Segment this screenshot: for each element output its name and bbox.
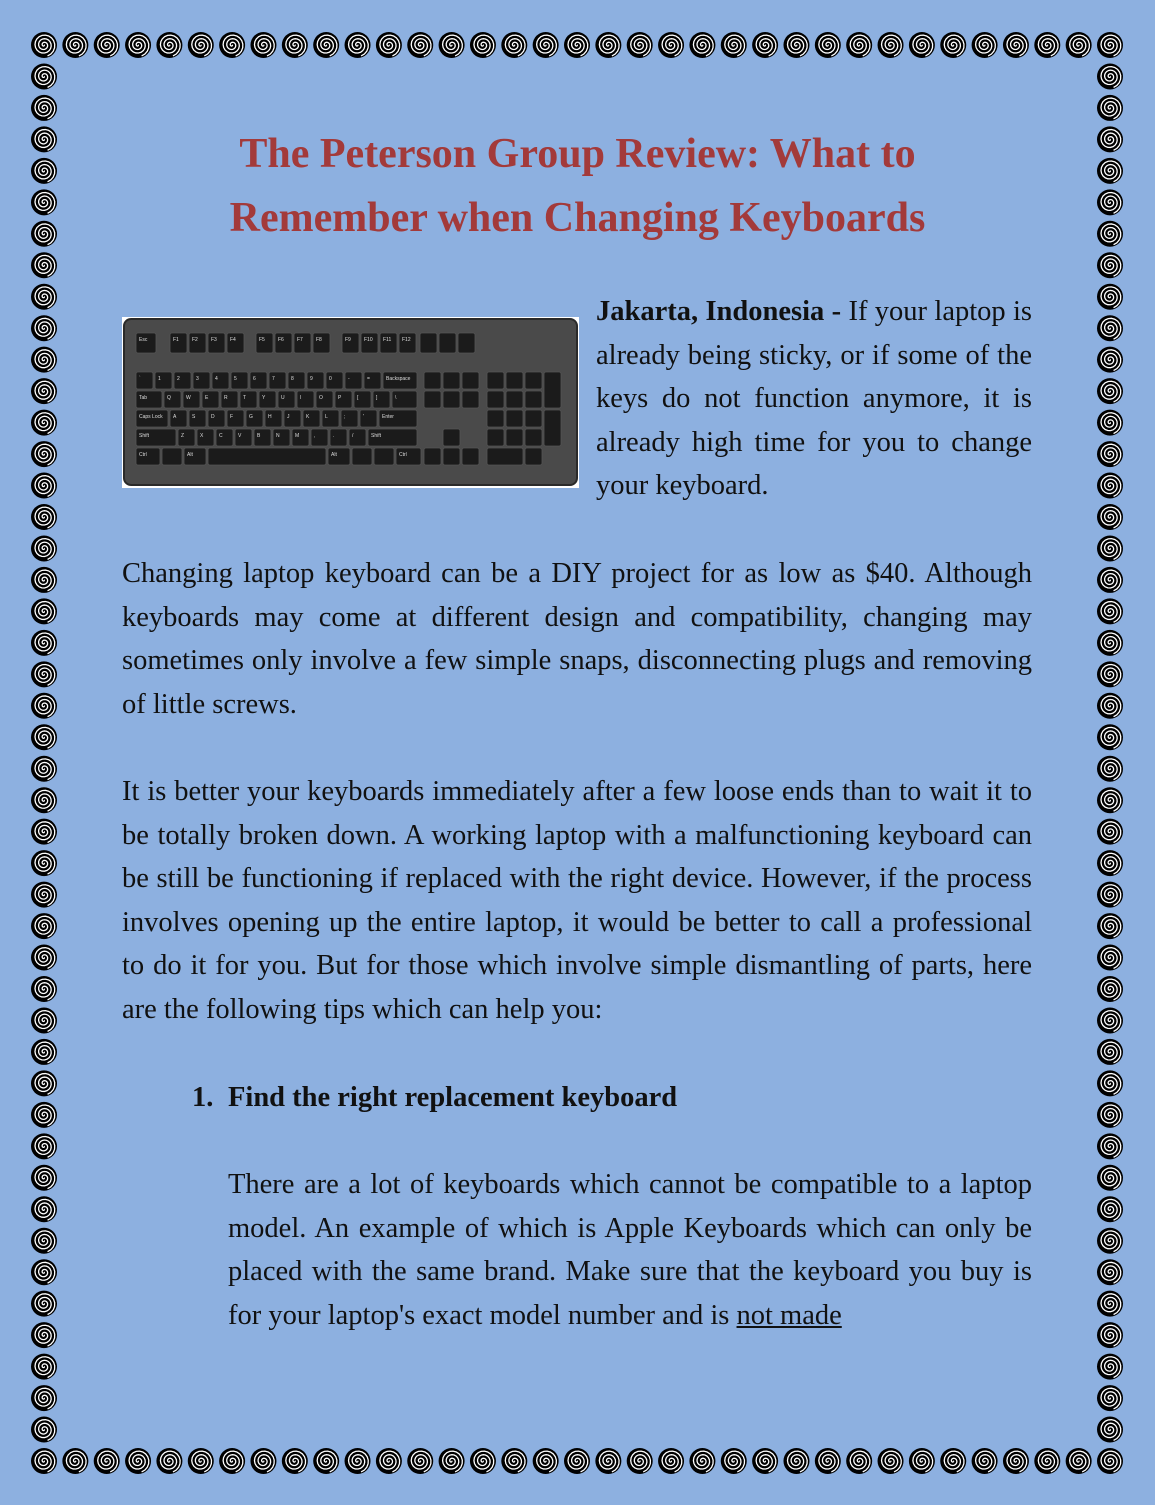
keyboard-key-label: K [306, 414, 310, 420]
paragraph-3-text: There are a lot of keyboards which cannot be compatible to a laptop model. An example of which is Apple Keyboards which can only be placed with the same brand. Make sure that the keyboard you buy is for your laptop's exact model number and is [228, 1169, 1032, 1331]
keyboard-key-label: U [281, 395, 285, 401]
keyboard-key [374, 448, 394, 465]
keyboard-key-label: 9 [310, 376, 313, 382]
keyboard-key [439, 333, 456, 353]
intro-paragraph [596, 290, 1032, 508]
keyboard-key-label: F5 [259, 337, 265, 343]
keyboard-key-label: [ [357, 395, 359, 401]
keyboard-key-label: \ [395, 395, 397, 401]
keyboard-key [313, 333, 330, 353]
keyboard-key-label: 7 [272, 376, 275, 382]
keyboard-key-label: = [367, 376, 370, 382]
paragraph-1: Changing laptop keyboard can be a DIY project for as low as $40. Although keyboards may come at different design and compatibility, changing may sometimes only involve a few simple snaps, disconnecting plugs and removing of little screws. [122, 558, 1032, 720]
keyboard-key-label: P [338, 395, 342, 401]
keyboard-key [487, 429, 504, 446]
paragraph-3-underlined: not made [736, 1299, 842, 1331]
keyboard-key-label: ' [363, 414, 364, 420]
list-heading-text: Find the right replacement keyboard [228, 1082, 678, 1113]
keyboard-key [443, 429, 460, 446]
keyboard-key [399, 333, 416, 353]
keyboard-key [462, 372, 479, 389]
keyboard-key [208, 333, 225, 353]
keyboard-key-label: 2 [177, 376, 180, 382]
keyboard-key [208, 448, 326, 465]
keyboard-key-label: - [348, 376, 350, 382]
keyboard-key-label: C [219, 433, 223, 439]
keyboard-key-label: F8 [316, 337, 322, 343]
keyboard-key [189, 333, 206, 353]
list-number: 1. [192, 1082, 214, 1113]
keyboard-key-label: 0 [329, 376, 332, 382]
keyboard-key-label: H [268, 414, 272, 420]
keyboard-key-label: R [224, 395, 228, 401]
keyboard-key [443, 391, 460, 408]
keyboard-key [162, 448, 182, 465]
keyboard-key-label: 3 [196, 376, 199, 382]
list-heading-1 [192, 1076, 677, 1120]
keyboard-key-label: Q [167, 395, 171, 401]
keyboard-key [380, 333, 397, 353]
keyboard-key [544, 372, 561, 408]
keyboard-key-label: W [186, 395, 191, 401]
keyboard-key [420, 333, 437, 353]
keyboard-key [424, 448, 441, 465]
keyboard-key-label: X [200, 433, 204, 439]
keyboard-key-label: O [319, 395, 323, 401]
keyboard-key [506, 429, 523, 446]
keyboard-key-label: Ctrl [399, 452, 407, 458]
keyboard-key-label: D [211, 414, 215, 420]
keyboard-key [458, 333, 475, 353]
keyboard-key-label: , [314, 433, 316, 439]
keyboard-key-label: T [243, 395, 247, 401]
keyboard-key-label: F [230, 414, 234, 420]
paragraph-3 [228, 1163, 1032, 1337]
keyboard-key-label: 4 [215, 376, 218, 382]
keyboard-key [443, 448, 460, 465]
keyboard-key [136, 333, 156, 353]
keyboard-key [525, 429, 542, 446]
keyboard-key-label: V [238, 433, 242, 439]
keyboard-key [424, 372, 441, 389]
keyboard-key [361, 333, 378, 353]
keyboard-key [170, 333, 187, 353]
keyboard-key [424, 391, 441, 408]
keyboard-key-label: F4 [230, 337, 236, 343]
keyboard-key [506, 372, 523, 389]
keyboard-key-label: F12 [402, 337, 411, 343]
keyboard-key-label: J [287, 414, 290, 420]
title-line-1: The Peterson Group Review: What to [239, 131, 916, 177]
keyboard-key-label: ; [344, 414, 346, 420]
keyboard-key-label: G [249, 414, 253, 420]
keyboard-key [525, 391, 542, 408]
keyboard-key [506, 391, 523, 408]
keyboard-key-label: Shift [139, 433, 150, 439]
keyboard-key [506, 410, 523, 427]
keyboard-key [462, 448, 479, 465]
keyboard-image [122, 317, 579, 488]
keyboard-key-label: F2 [192, 337, 198, 343]
keyboard-key-label: I [300, 395, 302, 401]
keyboard-key-label: A [173, 414, 177, 420]
keyboard-key [487, 391, 504, 408]
keyboard-key-label: F7 [297, 337, 303, 343]
keyboard-key-label: 6 [253, 376, 256, 382]
keyboard-key-label: ] [376, 395, 378, 401]
keyboard-key-label: Alt [331, 452, 337, 458]
keyboard-key [462, 391, 479, 408]
keyboard-key-label: Alt [187, 452, 193, 458]
keyboard-key [294, 333, 311, 353]
keyboard-key [525, 372, 542, 389]
keyboard-key [275, 333, 292, 353]
keyboard-key-label: 5 [234, 376, 237, 382]
keyboard-key-label: / [352, 433, 354, 439]
keyboard-key-label: F10 [364, 337, 373, 343]
keyboard-key [525, 410, 542, 427]
keyboard-key-label: Enter [382, 414, 394, 420]
keyboard-key-label: 1 [158, 376, 161, 382]
paragraph-2: It is better your keyboards immediately after a few loose ends than to wait it to be totally broken down. A working laptop with a malfunctioning keyboard can be still be functioning if replaced with the right device. However, if the process involves opening up the entire laptop, it would be better to call a professional to do it for you. But for those which involve simple dismantling of parts, here are the following tips which can help you: [122, 776, 1032, 1025]
keyboard-key-label: Shift [371, 433, 382, 439]
keyboard-key [487, 410, 504, 427]
keyboard-key-label: F11 [383, 337, 392, 343]
keyboard-key-label: L [325, 414, 328, 420]
keyboard-key [443, 372, 460, 389]
keyboard-key [227, 333, 244, 353]
keyboard-key-label: E [205, 395, 209, 401]
keyboard-key-label: ` [139, 376, 141, 382]
page-title [120, 122, 1035, 250]
keyboard-key-label: F6 [278, 337, 284, 343]
keyboard-key-label: Tab [139, 395, 148, 401]
keyboard-key-label: S [192, 414, 196, 420]
keyboard-key-label: Y [262, 395, 266, 401]
keyboard-key-label: Esc [139, 337, 148, 343]
keyboard-key-label: N [276, 433, 280, 439]
keyboard-key [487, 448, 523, 465]
dateline: Jakarta, Indonesia - [596, 296, 842, 327]
keyboard-key-label: Caps Lock [139, 414, 163, 420]
keyboard-key [256, 333, 273, 353]
keyboard-key [544, 410, 561, 446]
keyboard-key-label: Backspace [386, 376, 411, 382]
keyboard-key-label: . [333, 433, 335, 439]
keyboard-key-label: F3 [211, 337, 217, 343]
keyboard-key-label: Ctrl [139, 452, 147, 458]
intro-text: If your laptop is already being sticky, or if some of the keys do not function anymore, it is already high time for you to change your keyboard. [596, 296, 1032, 502]
keyboard-key-label: Z [181, 433, 185, 439]
keyboard-key-label: F1 [173, 337, 179, 343]
title-line-2: Remember when Changing Keyboards [229, 195, 926, 241]
keyboard-key [352, 448, 372, 465]
keyboard-key-label: M [295, 433, 300, 439]
keyboard-key-label: B [257, 433, 261, 439]
keyboard-key [342, 333, 359, 353]
keyboard-key [525, 448, 542, 465]
keyboard-key [487, 372, 504, 389]
keyboard-key-label: 8 [291, 376, 294, 382]
keyboard-key-label: F9 [345, 337, 351, 343]
